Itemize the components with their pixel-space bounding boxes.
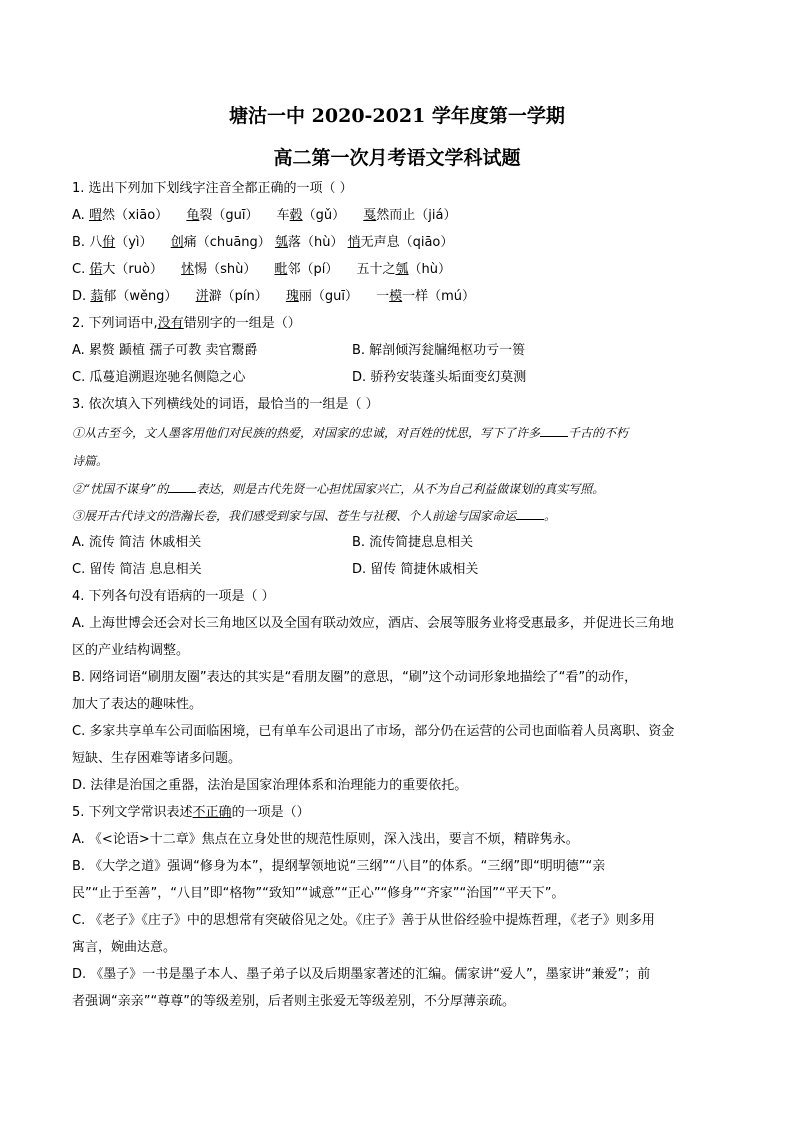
q3-option-d: D. 留传 简捷休戚相关 [352,562,479,577]
q1-option-d: D. 蓊郁（wěng） 洴澼（pín） 瑰丽（guī） 一模一样（mú） [72,289,476,304]
q5-option-d-line2: 者强调“亲亲”“尊尊”的等级差别，后者则主张爱无等级差别，不分厚薄亲疏。 [72,994,515,1009]
q4-option-d: D. 法律是治国之重器，法治是国家治理体系和治理能力的重要依托。 [72,778,468,793]
q4-option-b-line1: B. 网络词语“刷朋友圈”表达的其实是“看朋友圈”的意思，“刷”这个动词形象地描绘了“看”的动作， [72,670,638,685]
q2-option-c: C. 瓜蔓追溯遐迩驰名侧隐之心 [72,370,246,385]
q2-stem: 2. 下列词语中,没有错别字的一组是（） [72,316,301,331]
q3-option-c: C. 留传 简洁 息息相关 [72,562,202,577]
q2-options-ab [72,342,732,360]
exam-subtitle: 高二第一次月考语文学科试题 [273,147,521,169]
q5-option-d-line1: D. 《墨子》一书是墨子本人、墨子弟子以及后期墨家著述的汇编。儒家讲“爱人”，墨家讲“兼爱”；前 [72,967,651,982]
exam-title: 塘沽一中 2020-2021 学年度第一学期 [229,105,565,127]
q3-options-cd [72,561,732,579]
q3-options-ab [72,534,732,552]
q5-stem: 5. 下列文学常识表述不正确的一项是（） [72,805,310,820]
q3-stem: 3. 依次填入下列横线处的词语，最恰当的一组是（ ） [72,397,379,412]
q2-option-b: B. 解剖倾泻瓮牖绳枢功亏一篑 [352,343,526,358]
q3-blank-2 [168,480,196,493]
q4-option-b-line2: 加大了表达的趣味性。 [72,697,203,712]
q4-option-a-line2: 区的产业结构调整。 [72,643,190,658]
q3-blank-1 [540,424,568,437]
q3-sentence-1: ①从古至今，文人墨客用他们对民族的热爱，对国家的忠诚，对百姓的忧思，写下了许多 千古的不朽 [72,426,629,440]
q3-sentence-1-cont: 诗篇。 [72,454,109,468]
q3-blank-3 [516,507,544,520]
q3-option-a: A. 流传 简洁 休戚相关 [72,535,202,550]
q3-option-b: B. 流传简捷息息相关 [352,535,474,550]
q1-option-b: B. 八佾（yì） 创痛（chuāng） 瓠落（hù） 悄无声息（qiāo） [72,235,454,250]
q4-option-c-line1: C. 多家共享单车公司面临困境，已有单车公司退出了市场，部分仍在运营的公司也面临着人员离职、资金 [72,724,675,739]
q5-option-c-line1: C. 《老子》《庄子》中的思想常有突破俗见之处。《庄子》善于从世俗经验中提炼哲理，《老子》则多用 [72,913,655,928]
q3-sentence-3: ③展开古代诗文的浩瀚长卷，我们感受到家与国、苍生与社稷、个人前途与国家命运 。 [72,509,557,523]
q2-option-d: D. 骄矜安装蓬头垢面变幻莫测 [352,370,527,385]
q1-stem: 1. 选出下列加下划线字注音全都正确的一项（ ） [72,181,353,196]
q5-option-a: A. 《<论语>十二章》焦点在立身处世的规范性原则，深入浅出，要言不烦，精辟隽永。 [72,832,579,847]
q5-option-b-line2: 民”“止于至善”，“八目”即“格物”“致知”“诚意”“正心”“修身”“齐家”“治国”“平天下”。 [72,886,565,901]
q5-option-b-line1: B. 《大学之道》强调“修身为本”，提纲挈领地说“三纲”“八目”的体系。“三纲”即“明明德”“亲 [72,859,606,874]
q4-option-c-line2: 短缺、生存困难等诸多问题。 [72,751,242,766]
q5-option-c-line2: 寓言，婉曲达意。 [72,940,177,955]
q4-option-a-line1: A. 上海世博会还会对长三角地区以及全国有联动效应，酒店、会展等服务业将受惠最多，并促进长三角地 [72,616,674,631]
q2-options-cd [72,369,732,387]
q1-option-a: A. 喟然（xiāo） 龟裂（guī） 车毂（gǔ） 戛然而止（jiá） [72,208,457,223]
q1-option-c: C. 偌大（ruò） 怵惕（shù） 毗邻（pí） 五十之瓠（hù） [72,262,452,277]
q3-sentence-2: ②“忧国不谋身”的 表达，则是古代先贤一心担忧国家兴亡，从不为自己利益做谋划的真实写照。 [72,482,605,496]
q2-option-a: A. 累赘 踬植 孺子可教 卖官鬻爵 [72,343,258,358]
q4-stem: 4. 下列各句没有语病的一项是（ ） [72,589,275,604]
